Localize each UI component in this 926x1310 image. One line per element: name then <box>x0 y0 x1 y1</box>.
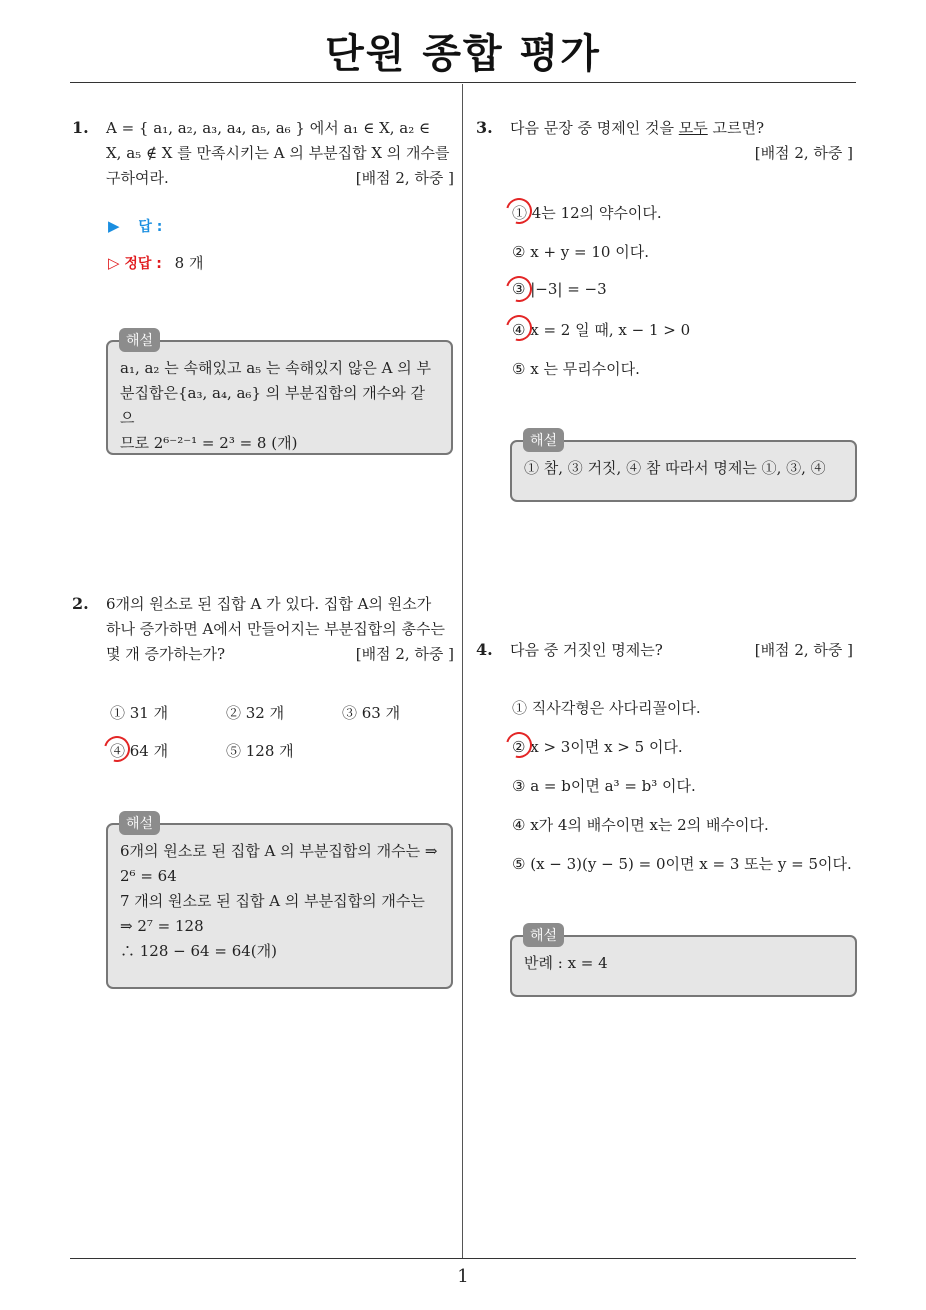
q4-exp-line1: 반례 : x = 4 <box>524 954 608 972</box>
q3-option-5[interactable]: ⑤ x 는 무리수이다. <box>512 360 640 378</box>
q1-answer-label: 답 : <box>138 219 163 235</box>
q4-line1: 다음 중 거짓인 명제는? <box>510 641 663 659</box>
q1-correct-value: 8 개 <box>174 254 204 272</box>
q2-line2: 하나 증가하면 A에서 만들어지는 부분집합의 총수는 <box>106 620 445 638</box>
play-icon: ▶ <box>108 217 120 235</box>
q2-meta: [배점 2, 하중 ] <box>355 645 454 663</box>
q2-option-3[interactable]: ③ 63 개 <box>342 704 401 722</box>
q3-line1-pre: 다음 문장 중 명제인 것을 <box>510 119 679 137</box>
q3-option-3[interactable]: ③ |−3| = −3 <box>512 280 607 298</box>
q2-option-2[interactable]: ② 32 개 <box>226 704 285 722</box>
q1-line2: X, a₅ ∉ X 를 만족시키는 A 의 부분집합 X 의 개수를 <box>106 144 450 162</box>
q2-explanation <box>106 823 453 989</box>
q2-line1: 6개의 원소로 된 집합 A 가 있다. 집합 A의 원소가 <box>106 595 432 613</box>
q4-explanation-tag: 해설 <box>523 923 564 947</box>
q1-meta: [배점 2, 하중 ] <box>355 169 454 187</box>
q2-exp-line1: 6개의 원소로 된 집합 A 의 부분집합의 개수는 ⇒ <box>120 842 438 860</box>
q2-exp-line4: ⇒ 2⁷ = 128 <box>120 917 204 935</box>
q3-line1-underlined: 모두 <box>678 119 708 137</box>
q3-exp-line1: ① 참, ③ 거짓, ④ 참 따라서 명제는 ①, ③, ④ <box>524 459 826 477</box>
q1-number: 1. <box>72 118 89 137</box>
q2-line3: 몇 개 증가하는가? <box>106 645 226 663</box>
q2-exp-line2: 2⁶ = 64 <box>120 867 177 885</box>
q1-line3: 구하여라. <box>106 169 169 187</box>
q2-number: 2. <box>72 594 89 613</box>
q4-option-3[interactable]: ③ a = b이면 a³ = b³ 이다. <box>512 777 696 795</box>
q4-option-1[interactable]: ① 직사각형은 사다리꼴이다. <box>512 699 701 717</box>
q3-selected-circle-1 <box>501 193 537 229</box>
q3-meta: [배점 2, 하중 ] <box>754 144 853 162</box>
page-number: 1 <box>457 1266 469 1287</box>
triangle-outline-icon: ▷ <box>108 254 120 272</box>
q2-stem <box>106 592 454 667</box>
column-divider <box>462 84 463 1258</box>
q4-selected-circle <box>501 727 537 763</box>
q2-exp-line3: 7 개의 원소로 된 집합 A 의 부분집합의 개수는 <box>120 892 425 910</box>
q2-explanation-tag: 해설 <box>119 811 160 835</box>
q3-stem <box>510 116 853 166</box>
q4-option-5[interactable]: ⑤ (x − 3)(y − 5) = 0이면 x = 3 또는 y = 5이다. <box>512 855 852 873</box>
q2-option-5[interactable]: ⑤ 128 개 <box>226 742 294 760</box>
q2-option-4[interactable]: ④ 64 개 <box>110 742 169 760</box>
q1-answer <box>108 216 162 236</box>
q1-correct <box>108 252 203 273</box>
q1-explanation-tag: 해설 <box>119 328 160 352</box>
q3-number: 3. <box>476 118 493 137</box>
q3-selected-circle-4 <box>501 310 537 346</box>
q1-correct-label: 정답 : <box>124 256 162 272</box>
q1-stem <box>106 116 454 191</box>
q1-exp-line3: 므로 2⁶⁻²⁻¹ = 2³ = 8 (개) <box>120 434 298 452</box>
q2-selected-circle <box>99 731 135 767</box>
page-title: 단원 종합 평가 <box>325 31 601 77</box>
bottom-rule <box>70 1258 856 1259</box>
q2-exp-line5: ∴ 128 − 64 = 64(개) <box>120 942 277 960</box>
q1-exp-line2: 분집합은{a₃, a₄, a₆} 의 부분집합의 개수와 같으 <box>120 384 425 427</box>
q3-selected-circle-3 <box>501 271 537 307</box>
q4-stem <box>510 638 853 663</box>
q4-option-2[interactable]: ② x > 3이면 x > 5 이다. <box>512 738 683 756</box>
q1-line1: A = { a₁, a₂, a₃, a₄, a₅, a₆ } 에서 a₁ ∈ X, a₂ ∈ <box>106 119 431 137</box>
q3-option-1[interactable]: ① 4는 12의 약수이다. <box>512 204 662 222</box>
q4-option-4[interactable]: ④ x가 4의 배수이면 x는 2의 배수이다. <box>512 816 769 834</box>
q2-option-1[interactable]: ① 31 개 <box>110 704 169 722</box>
q3-explanation-tag: 해설 <box>523 428 564 452</box>
q3-option-2[interactable]: ② x + y = 10 이다. <box>512 243 649 261</box>
q1-exp-line1: a₁, a₂ 는 속해있고 a₅ 는 속해있지 않은 A 의 부 <box>120 359 432 377</box>
q4-meta: [배점 2, 하중 ] <box>754 641 853 659</box>
q1-explanation <box>106 340 453 455</box>
q3-option-4[interactable]: ④ x = 2 일 때, x − 1 > 0 <box>512 321 691 339</box>
q3-line1-post: 고르면? <box>707 119 765 137</box>
q4-number: 4. <box>476 640 493 659</box>
top-rule <box>70 82 856 83</box>
